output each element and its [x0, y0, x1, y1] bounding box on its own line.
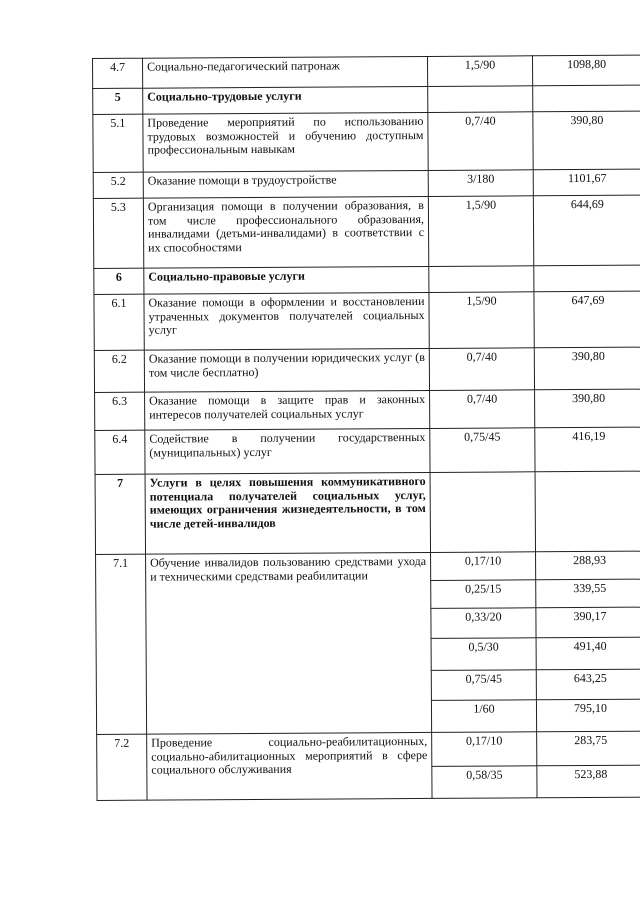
price-cell: 1098,80 — [532, 55, 640, 86]
table-row — [97, 731, 640, 768]
price-cell: 288,93 — [536, 551, 640, 580]
duration-cell: 1,5/90 — [427, 56, 532, 87]
table-row — [93, 195, 640, 268]
duration-cell: 0,33/20 — [431, 608, 536, 639]
section-row — [95, 471, 640, 554]
price-cell: 795,10 — [536, 699, 640, 732]
duration-cell — [429, 266, 534, 293]
service-name: Содействие в получении государственных (муниципальных) услуг — [145, 428, 430, 474]
price-cell: 1101,67 — [533, 169, 640, 196]
table-row — [93, 111, 640, 172]
duration-cell — [428, 86, 533, 113]
price-cell: 643,25 — [536, 669, 640, 700]
duration-cell: 0,25/15 — [431, 580, 536, 609]
price-cell: 416,19 — [535, 427, 640, 472]
price-cell: 283,75 — [537, 731, 640, 766]
price-cell: 647,69 — [534, 291, 640, 348]
service-name: Оказание помощи в оформлении и восстановлении утраченных документов получателей социальных услуг — [144, 292, 429, 350]
service-name: Обучение инвалидов пользованию средствами ухода и техническими средствами реабилитации — [146, 552, 432, 734]
row-number: 6.4 — [95, 430, 145, 474]
row-number: 6.3 — [95, 392, 145, 430]
price-cell: 390,17 — [536, 607, 640, 638]
section-title: Социально-трудовые услуги — [143, 86, 428, 114]
row-number: 7 — [95, 474, 145, 554]
price-cell: 390,80 — [534, 347, 640, 390]
duration-cell: 0,75/45 — [431, 670, 536, 701]
price-cell: 523,88 — [537, 765, 640, 798]
section-row — [93, 85, 640, 114]
price-cell: 390,80 — [535, 389, 640, 428]
tariffs-table — [92, 55, 640, 801]
service-name: Оказание помощи в защите прав и законных интересов получателей социальных услуг — [145, 390, 430, 430]
row-number: 5.3 — [93, 198, 143, 268]
duration-cell: 1/60 — [431, 700, 536, 733]
row-number: 5.1 — [93, 114, 143, 172]
duration-cell: 0,7/40 — [429, 348, 534, 391]
service-name: Оказание помощи в получении юридических услуг (в том числе бесплатно) — [144, 348, 429, 392]
service-name: Социально-педагогический патронаж — [143, 56, 428, 88]
duration-cell: 0,17/10 — [431, 552, 536, 581]
section-title: Услуги в целях повышения коммуникативного потенциала получателей социальных услуг, имеющих ограничения жизнедеятельности, в том числе детей-инвалидов — [145, 472, 430, 554]
duration-cell: 3/180 — [428, 170, 533, 197]
price-cell — [534, 265, 640, 292]
duration-cell: 0,7/40 — [428, 112, 533, 171]
price-cell: 491,40 — [536, 637, 640, 670]
service-name: Организация помощи в получении образования, в том числе профессионального образования, инвалидами (детьми-инвалидами) в соответствии с их способностями — [143, 196, 428, 268]
document-page — [92, 55, 640, 801]
table-row — [96, 551, 640, 582]
duration-cell: 0,5/30 — [431, 638, 536, 671]
service-name: Оказание помощи в трудоустройстве — [143, 170, 428, 198]
section-title: Социально-правовые услуги — [144, 266, 429, 294]
row-number: 7.2 — [97, 734, 147, 800]
row-number: 6.1 — [94, 294, 144, 350]
price-cell: 339,55 — [536, 579, 640, 608]
price-cell: 644,69 — [533, 195, 640, 266]
service-name: Проведение социально-реабилитационных, социально-абилитационных мероприятий в сфере социального обслуживания — [147, 732, 432, 800]
row-number: 5.2 — [93, 172, 143, 198]
row-number: 6 — [94, 268, 144, 294]
table-row — [95, 427, 640, 474]
duration-cell: 1,5/90 — [428, 196, 533, 267]
row-number: 4.7 — [93, 58, 143, 88]
row-number: 7.1 — [96, 554, 147, 734]
table-row — [95, 389, 640, 430]
price-cell — [535, 471, 640, 552]
duration-cell: 0,75/45 — [430, 428, 535, 473]
duration-cell: 0,58/35 — [432, 766, 537, 799]
tariffs-table-body — [93, 55, 640, 800]
table-row — [94, 291, 640, 350]
row-number: 5 — [93, 88, 143, 114]
table-row — [93, 55, 640, 88]
duration-cell — [430, 472, 535, 553]
duration-cell: 0,7/40 — [430, 390, 535, 429]
table-row — [94, 347, 640, 392]
price-cell: 390,80 — [533, 111, 640, 170]
duration-cell: 1,5/90 — [429, 292, 534, 349]
duration-cell: 0,17/10 — [432, 732, 537, 767]
price-cell — [533, 85, 640, 112]
table-row — [93, 169, 640, 198]
row-number: 6.2 — [94, 350, 144, 392]
section-row — [94, 265, 640, 294]
service-name: Проведение мероприятий по использованию трудовых возможностей и обучению доступным профессиональным навыкам — [143, 112, 428, 172]
